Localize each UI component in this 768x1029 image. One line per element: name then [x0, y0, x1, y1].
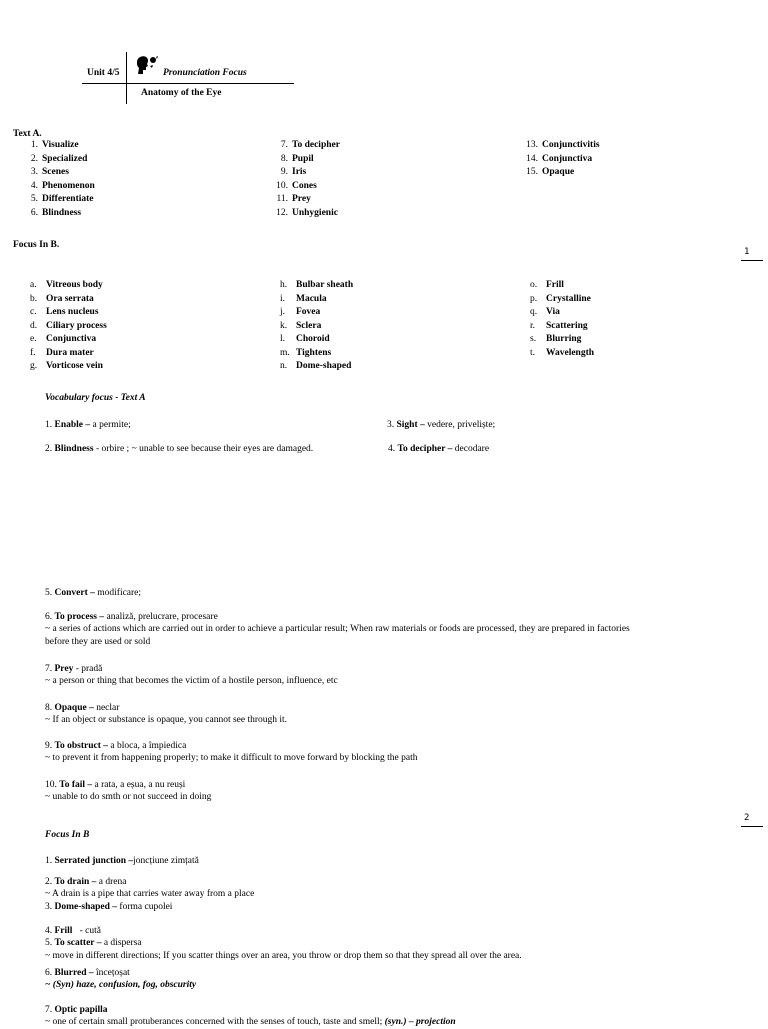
list-item-term: Ciliary process — [46, 320, 107, 331]
list-item-term: Scattering — [546, 320, 588, 331]
list-item — [272, 139, 340, 153]
list-item-marker: n. — [280, 361, 288, 371]
list-item-marker: 5. — [30, 194, 38, 204]
text-a-column-3 — [522, 139, 600, 180]
list-item-marker: 4. — [30, 180, 38, 191]
list-item — [30, 279, 107, 293]
list-item — [272, 153, 340, 167]
focus-entry-2: 2. To drain – a drena ~ A drain is a pipe that carries water away from a place 3. Dome-shaped – forma cupolei — [45, 876, 745, 913]
page-number: 2 — [744, 813, 750, 823]
speaking-head-icon — [134, 54, 162, 76]
list-item — [30, 293, 107, 307]
list-item-term: Choroid — [296, 334, 330, 344]
list-item-term: Opaque — [542, 167, 575, 177]
list-item-marker: 7. — [280, 140, 288, 150]
list-item — [530, 293, 594, 307]
list-item-term: Conjunctiva — [46, 334, 97, 344]
list-item-term: Pupil — [292, 153, 314, 164]
text-a-column-1 — [22, 139, 95, 220]
list-item-term: Visualize — [42, 140, 79, 150]
focus-entry-1: 1. Serrated junction –joncțiune zimțată — [45, 856, 199, 866]
list-item-marker: t. — [530, 347, 536, 358]
list-item — [30, 347, 107, 361]
list-item-term: Frill — [546, 280, 564, 290]
list-item-term: To decipher — [292, 140, 340, 150]
list-item — [280, 347, 353, 361]
list-item-marker: k. — [280, 320, 288, 331]
list-item-marker: l. — [280, 334, 286, 344]
list-item-marker: 15. — [526, 167, 538, 177]
list-item — [530, 333, 594, 347]
header-divider — [126, 52, 127, 104]
page-number-rule — [741, 260, 763, 261]
vocab-entry-6: 6. To process – analiză, prelucrare, procesare ~ a series of actions which are carried out in order to achieve a particular result; When raw materials or foods are processed, they are prepared in factories before they are used or sold — [45, 612, 630, 647]
vocab-entry-8: 8. Opaque – neclar ~ If an object or substance is opaque, you cannot see through it. — [45, 703, 288, 726]
list-item-term: Phenomenon — [42, 180, 95, 191]
list-item-term: Specialized — [42, 153, 88, 164]
list-item-marker: 1. — [30, 140, 38, 150]
list-item — [30, 306, 107, 320]
list-item-marker: 10. — [276, 180, 288, 191]
list-item-term: Conjunctivitis — [542, 140, 600, 150]
list-item — [30, 333, 107, 347]
focus-entry-7: 7. Optic papilla ~ one of certain small protuberances concerned with the senses of touch, taste and smell; (syn.) – projection — [45, 1005, 456, 1028]
list-item-marker: 13. — [526, 140, 538, 150]
list-item-term: Iris — [292, 167, 307, 177]
list-item — [280, 306, 353, 320]
list-item-marker: d. — [30, 320, 38, 331]
list-item-term: Via — [546, 307, 560, 317]
text-a-column-2 — [272, 139, 340, 220]
focus-entry-3: 3. Dome-shaped – forma cupolei — [45, 901, 173, 912]
list-item — [272, 166, 340, 180]
list-item-term: Sclera — [296, 320, 322, 331]
list-item-term: Fovea — [296, 307, 321, 317]
list-item-marker: 12. — [276, 207, 288, 218]
list-item — [272, 207, 340, 221]
focus-b-title: Focus In B. — [13, 240, 60, 250]
list-item-term: Differentiate — [42, 194, 94, 204]
list-item-marker: 9. — [280, 167, 288, 177]
list-item-term: Tightens — [296, 347, 332, 358]
list-item-marker: q. — [530, 307, 538, 317]
vocab-entry-4: 4. To decipher – decodare — [388, 444, 490, 454]
list-item-marker: m. — [280, 347, 290, 358]
list-item — [530, 320, 594, 334]
list-item-term: Wavelength — [546, 347, 595, 358]
vocab-entry-7: 7. Prey - pradă ~ a person or thing that becomes the victim of a hostile person, influence, etc — [45, 664, 338, 687]
list-item-marker: 14. — [526, 153, 538, 164]
focus-b-column-2 — [280, 279, 353, 374]
list-item-marker: i. — [280, 293, 286, 304]
list-item-marker: s. — [530, 334, 537, 344]
list-item — [22, 153, 95, 167]
list-item — [522, 139, 600, 153]
list-item-term: Conjunctiva — [542, 153, 593, 164]
vocab-entry-2: 2. Blindness - orbire ; ~ unable to see because their eyes are damaged. — [45, 444, 314, 454]
list-item — [22, 193, 95, 207]
page-subtitle: Anatomy of the Eye — [141, 88, 222, 98]
list-item — [280, 293, 353, 307]
list-item — [280, 333, 353, 347]
list-item-term: Vorticose vein — [46, 361, 103, 371]
list-item-marker: h. — [280, 280, 288, 290]
list-item-term: Bulbar sheath — [296, 280, 354, 290]
list-item — [280, 360, 353, 374]
list-item-term: Dome-shaped — [296, 361, 352, 371]
list-item-term: Cones — [292, 180, 317, 191]
list-item-marker: 6. — [30, 207, 38, 218]
vocab-entry-1: 1. Enable – a permite; — [45, 420, 131, 430]
list-item-marker: e. — [30, 334, 37, 344]
vocab-entry-3: 3. Sight – vedere, priveliște; — [387, 420, 496, 430]
list-item — [22, 180, 95, 194]
list-item-marker: a. — [30, 280, 37, 290]
list-item-term: Blurring — [546, 334, 582, 344]
list-item — [522, 153, 600, 167]
list-item-marker: r. — [530, 320, 536, 331]
unit-label: Unit 4/5 — [87, 68, 120, 78]
list-item — [280, 279, 353, 293]
list-item — [22, 207, 95, 221]
list-item — [530, 279, 594, 293]
list-item — [22, 139, 95, 153]
list-item-marker: o. — [530, 280, 538, 290]
list-item-marker: 11. — [276, 194, 288, 204]
focus-b-column-3 — [530, 279, 594, 360]
list-item-marker: f. — [30, 347, 36, 358]
list-item-term: Dura mater — [46, 347, 94, 358]
list-item — [272, 180, 340, 194]
focus-entry-6: 6. Blurred – încețoșat ~ (Syn) haze, confusion, fog, obscurity — [45, 968, 197, 991]
list-item-term: Macula — [296, 293, 327, 304]
list-item — [30, 320, 107, 334]
pronunciation-focus-label: Pronunciation Focus — [163, 68, 247, 78]
list-item-term: Lens nucleus — [46, 307, 99, 317]
list-item — [22, 166, 95, 180]
list-item — [522, 166, 600, 180]
list-item-term: Unhygienic — [292, 207, 338, 218]
focus-b-section-title: Focus In B — [45, 830, 90, 840]
list-item-marker: g. — [30, 361, 38, 371]
list-item-term: Scenes — [42, 167, 69, 177]
list-item-term: Vitreous body — [46, 280, 103, 290]
list-item-marker: 8. — [280, 153, 288, 164]
list-item-marker: c. — [30, 307, 37, 317]
vocab-entry-10: 10. To fail – a rata, a eșua, a nu reuși ~ unable to do smth or not succeed in doing — [45, 780, 212, 803]
list-item-term: Crystalline — [546, 293, 591, 304]
header-rule — [82, 83, 294, 84]
vocab-entry-9: 9. To obstruct – a bloca, a împiedica ~ to prevent it from happening properly; to make it difficult to move forward by blocking the path — [45, 741, 418, 764]
list-item — [272, 193, 340, 207]
vocab-entry-5: 5. Convert – modificare; — [45, 588, 142, 598]
list-item-marker: 2. — [30, 153, 38, 164]
focus-entry-4: 4. Frill - cută 5. To scatter – a dispersa ~ move in different directions; If you scatter things over an area, you throw or drop them so that they spread all over the area. — [45, 925, 745, 962]
list-item-term: Blindness — [42, 207, 82, 218]
focus-entry-5: 5. To scatter – a dispersa — [45, 938, 142, 949]
list-item — [280, 320, 353, 334]
list-item-marker: 3. — [30, 167, 38, 177]
list-item — [530, 306, 594, 320]
list-item-marker: b. — [30, 293, 38, 304]
focus-b-column-1 — [30, 279, 107, 374]
page-number: 1 — [744, 247, 750, 257]
list-item-term: Prey — [292, 194, 311, 204]
page-number-rule — [741, 826, 763, 827]
vocab-title: Vocabulary focus - Text A — [45, 393, 146, 403]
list-item-term: Ora serrata — [46, 293, 94, 304]
list-item — [530, 347, 594, 361]
list-item-marker: p. — [530, 293, 538, 304]
list-item — [30, 360, 107, 374]
text-a-title: Text A. — [13, 129, 42, 139]
list-item-marker: j. — [280, 307, 286, 317]
